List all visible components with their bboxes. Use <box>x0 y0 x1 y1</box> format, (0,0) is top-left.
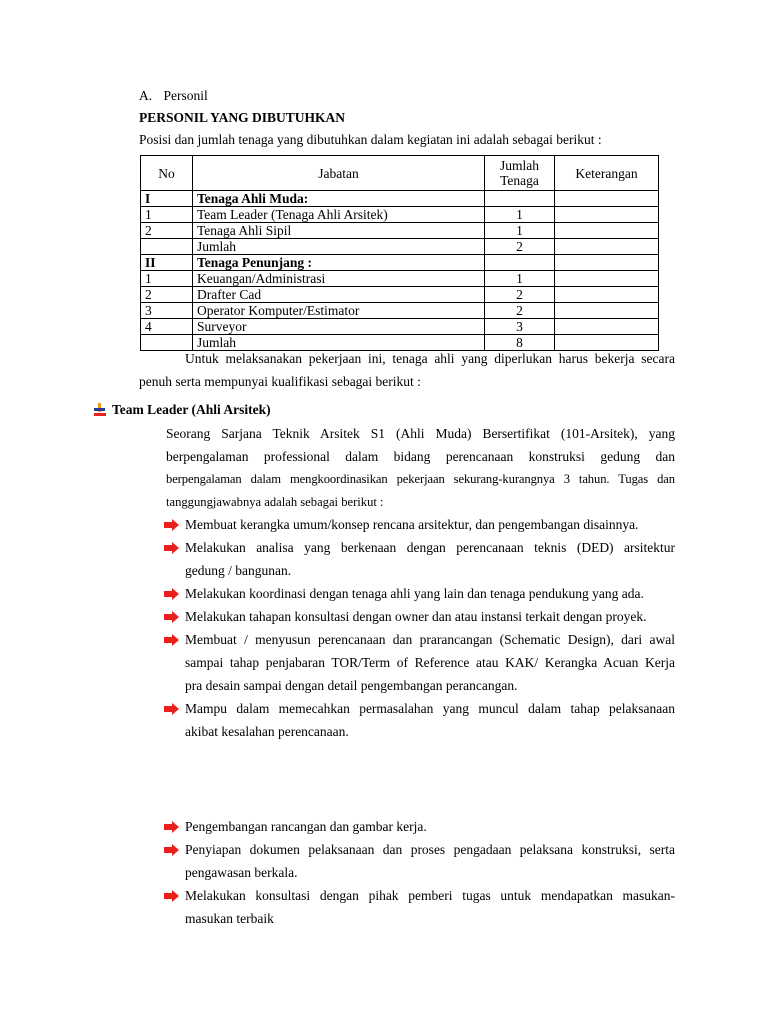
header-jumlah <box>485 156 555 191</box>
cell-no: I <box>141 191 193 207</box>
colored-square-bullet-icon <box>93 403 107 417</box>
cell-jabatan: Jumlah <box>193 239 485 255</box>
team-leader-title: Team Leader (Ahli Arsitek) <box>112 402 271 417</box>
team-leader-description <box>166 422 675 514</box>
header-keterangan: Keterangan <box>555 156 659 191</box>
red-arrow-icon <box>164 542 179 554</box>
table-row <box>141 319 659 335</box>
task-line: masukan terbaik <box>185 911 274 926</box>
cell-no: 1 <box>141 271 193 287</box>
table-row <box>141 271 659 287</box>
cell-keterangan <box>555 319 659 335</box>
cell-jumlah: 2 <box>485 287 555 303</box>
task-line: Mampu dalam memecahkan permasalahan yang muncul dalam tahap pelaksanaan <box>185 701 675 716</box>
red-arrow-icon <box>164 844 179 856</box>
table-row <box>141 191 659 207</box>
header-no: No <box>141 156 193 191</box>
desc-line: berpengalaman professional dalam bidang perencanaan konstruksi gedung dan <box>166 449 675 464</box>
task-item <box>185 582 675 605</box>
cell-jabatan: Operator Komputer/Estimator <box>193 303 485 319</box>
desc-line: berpengalaman dalam mengkoordinasikan pekerjaan sekurang-kurangnya 3 tahun. Tugas dan <box>166 472 675 486</box>
task-item <box>185 536 675 582</box>
task-item <box>185 838 675 884</box>
after-table-paragraph <box>139 347 675 393</box>
cell-keterangan <box>555 191 659 207</box>
task-item <box>185 884 675 930</box>
page-heading: PERSONIL YANG DIBUTUHKAN <box>139 110 346 125</box>
cell-keterangan <box>555 223 659 239</box>
cell-jabatan: Tenaga Ahli Sipil <box>193 223 485 239</box>
table-row <box>141 207 659 223</box>
red-arrow-icon <box>164 821 179 833</box>
desc-line: tanggungjawabnya adalah sebagai berikut : <box>166 495 384 509</box>
cell-jabatan: Jumlah <box>193 335 485 351</box>
cell-keterangan <box>555 271 659 287</box>
cell-keterangan <box>555 287 659 303</box>
cell-jumlah <box>485 255 555 271</box>
task-line: Melakukan konsultasi dengan pihak pemberi tugas untuk mendapatkan masukan- <box>185 888 675 903</box>
after-table-line: penuh serta mempunyai kualifikasi sebagai berikut : <box>139 374 421 389</box>
cell-jabatan: Drafter Cad <box>193 287 485 303</box>
section-title: Personil <box>163 88 208 103</box>
task-item <box>185 513 675 536</box>
task-line: Membuat kerangka umum/konsep rencana arsitektur, dan pengembangan disainnya. <box>185 517 639 532</box>
task-item <box>185 628 675 697</box>
cell-jumlah: 2 <box>485 303 555 319</box>
red-arrow-icon <box>164 703 179 715</box>
task-item <box>185 605 675 628</box>
cell-keterangan <box>555 207 659 223</box>
red-arrow-icon <box>164 588 179 600</box>
task-line: pra desain sampai dengan detail pengembangan perancangan. <box>185 678 518 693</box>
task-item <box>185 815 675 838</box>
table-header-row <box>141 156 659 191</box>
cell-keterangan <box>555 239 659 255</box>
cell-jabatan: Team Leader (Tenaga Ahli Arsitek) <box>193 207 485 223</box>
cell-jumlah: 1 <box>485 271 555 287</box>
task-line: gedung / bangunan. <box>185 563 292 578</box>
cell-jabatan: Surveyor <box>193 319 485 335</box>
cell-jumlah <box>485 191 555 207</box>
task-line: Melakukan koordinasi dengan tenaga ahli yang lain dan tenaga pendukung yang ada. <box>185 586 644 601</box>
cell-jabatan: Tenaga Ahli Muda: <box>193 191 485 207</box>
red-arrow-icon <box>164 611 179 623</box>
cell-no: 1 <box>141 207 193 223</box>
red-arrow-icon <box>164 519 179 531</box>
section-heading <box>139 88 208 104</box>
cell-jumlah: 1 <box>485 223 555 239</box>
cell-no: 4 <box>141 319 193 335</box>
cell-no: 2 <box>141 287 193 303</box>
header-jumlah-line2: Tenaga <box>500 173 539 188</box>
table-row <box>141 287 659 303</box>
task-item <box>185 697 675 743</box>
cell-jumlah: 1 <box>485 207 555 223</box>
cell-jumlah: 2 <box>485 239 555 255</box>
task-line: sampai tahap penjabaran TOR/Term of Reference atau KAK/ Kerangka Acuan Kerja <box>185 655 675 670</box>
cell-no: II <box>141 255 193 271</box>
task-line: Melakukan tahapan konsultasi dengan owner dan atau instansi terkait dengan proyek. <box>185 609 647 624</box>
desc-line: Seorang Sarjana Teknik Arsitek S1 (Ahli Muda) Bersertifikat (101-Arsitek), yang <box>166 426 675 441</box>
personnel-table <box>140 155 659 351</box>
cell-no: 2 <box>141 223 193 239</box>
cell-jumlah: 3 <box>485 319 555 335</box>
cell-jumlah: 8 <box>485 335 555 351</box>
task-line: akibat kesalahan perencanaan. <box>185 724 349 739</box>
header-jumlah-line1: Jumlah <box>500 158 539 173</box>
cell-no: 3 <box>141 303 193 319</box>
task-line: pengawasan berkala. <box>185 865 298 880</box>
cell-keterangan <box>555 255 659 271</box>
red-arrow-icon <box>164 634 179 646</box>
after-table-line: Untuk melaksanakan pekerjaan ini, tenaga ahli yang diperlukan harus bekerja secara <box>185 351 675 366</box>
task-line: Penyiapan dokumen pelaksanaan dan proses pengadaan pelaksana konstruksi, serta <box>185 842 675 857</box>
cell-keterangan <box>555 303 659 319</box>
table-row <box>141 303 659 319</box>
cell-no <box>141 239 193 255</box>
task-line: Pengembangan rancangan dan gambar kerja. <box>185 819 427 834</box>
red-arrow-icon <box>164 890 179 902</box>
intro-text: Posisi dan jumlah tenaga yang dibutuhkan dalam kegiatan ini adalah sebagai berikut : <box>139 132 602 147</box>
task-line: Melakukan analisa yang berkenaan dengan perencanaan teknis (DED) arsitektur <box>185 540 675 555</box>
task-line: Membuat / menyusun perencanaan dan prarancangan (Schematic Design), dari awal <box>185 632 675 647</box>
table-row <box>141 255 659 271</box>
cell-jabatan: Tenaga Penunjang : <box>193 255 485 271</box>
section-letter: A. <box>139 88 153 103</box>
table-row <box>141 239 659 255</box>
header-jabatan: Jabatan <box>193 156 485 191</box>
cell-jabatan: Keuangan/Administrasi <box>193 271 485 287</box>
table-body <box>141 191 659 351</box>
table-row <box>141 223 659 239</box>
